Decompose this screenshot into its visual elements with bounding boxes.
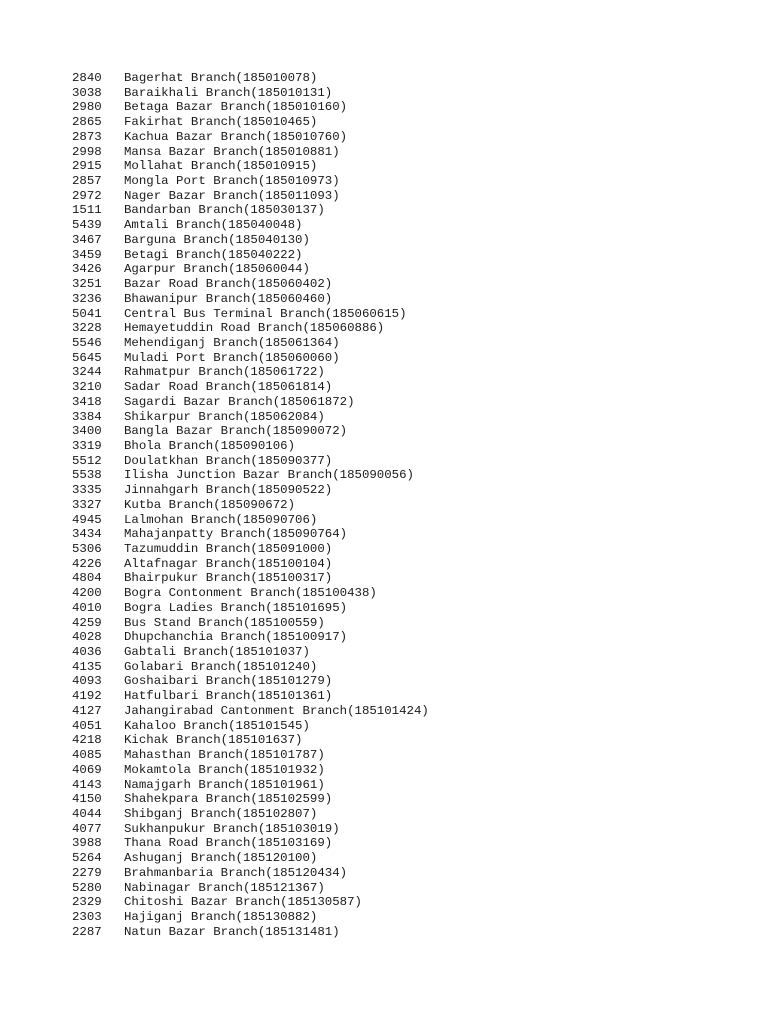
branch-name: Bhola Branch(185090106): [124, 438, 296, 453]
branch-row: [72, 395, 429, 410]
branch-number: 4945: [72, 512, 102, 527]
branch-row: [72, 616, 429, 631]
branch-name: Hajiganj Branch(185130882): [124, 909, 318, 924]
branch-row: [72, 513, 429, 528]
branch-name: Chitoshi Bazar Branch(185130587): [124, 895, 362, 910]
branch-number: 4051: [72, 718, 102, 733]
branch-row: [72, 660, 429, 675]
branch-name: Thana Road Branch(185103169): [124, 836, 333, 851]
branch-row: [72, 822, 429, 837]
branch-row: [72, 174, 429, 189]
branch-row: [72, 645, 429, 660]
branch-number: 4218: [72, 733, 102, 748]
branch-number: 2865: [72, 115, 102, 130]
branch-row: [72, 380, 429, 395]
branch-row: [72, 424, 429, 439]
branch-row: [72, 130, 429, 145]
branch-name: Gabtali Branch(185101037): [124, 645, 310, 660]
branch-name: Mehendiganj Branch(185061364): [124, 335, 340, 350]
branch-number: 4150: [72, 792, 102, 807]
branch-row: [72, 233, 429, 248]
branch-number: 2279: [72, 865, 102, 880]
branch-name: Kichak Branch(185101637): [124, 733, 303, 748]
branch-number: 4192: [72, 689, 102, 704]
branch-list: [72, 71, 429, 939]
branch-row: [72, 910, 429, 925]
branch-row: [72, 674, 429, 689]
branch-name: Rahmatpur Branch(185061722): [124, 365, 325, 380]
branch-number: 4143: [72, 777, 102, 792]
branch-name: Betagi Branch(185040222): [124, 247, 303, 262]
branch-row: [72, 895, 429, 910]
branch-row: [72, 262, 429, 277]
branch-number: 4200: [72, 586, 102, 601]
branch-row: [72, 292, 429, 307]
branch-row: [72, 836, 429, 851]
branch-number: 2329: [72, 895, 102, 910]
branch-number: 3426: [72, 262, 102, 277]
branch-row: [72, 925, 429, 940]
branch-name: Kachua Bazar Branch(185010760): [124, 129, 348, 144]
branch-name: Jahangirabad Cantonment Branch(185101424): [124, 703, 429, 718]
branch-row: [72, 851, 429, 866]
branch-row: [72, 792, 429, 807]
branch-name: Mahajanpatty Branch(185090764): [124, 527, 348, 542]
branch-row: [72, 719, 429, 734]
branch-row: [72, 704, 429, 719]
branch-number: 3434: [72, 527, 102, 542]
branch-number: 4085: [72, 748, 102, 763]
branch-row: [72, 498, 429, 513]
branch-name: Jinnahgarh Branch(185090522): [124, 483, 333, 498]
branch-name: Mongla Port Branch(185010973): [124, 174, 340, 189]
branch-number: 4135: [72, 659, 102, 674]
branch-number: 5439: [72, 218, 102, 233]
branch-name: Natun Bazar Branch(185131481): [124, 924, 340, 939]
branch-row: [72, 439, 429, 454]
branch-row: [72, 159, 429, 174]
branch-name: Bangla Bazar Branch(185090072): [124, 424, 348, 439]
branch-number: 5538: [72, 468, 102, 483]
branch-row: [72, 881, 429, 896]
branch-row: [72, 115, 429, 130]
branch-name: Agarpur Branch(185060044): [124, 262, 310, 277]
branch-name: Bagerhat Branch(185010078): [124, 71, 318, 85]
branch-row: [72, 468, 429, 483]
branch-row: [72, 571, 429, 586]
branch-name: Kahaloo Branch(185101545): [124, 718, 310, 733]
branch-row: [72, 189, 429, 204]
branch-name: Muladi Port Branch(185060060): [124, 350, 340, 365]
branch-number: 4069: [72, 762, 102, 777]
branch-row: [72, 689, 429, 704]
branch-row: [72, 71, 429, 86]
branch-number: 4804: [72, 571, 102, 586]
branch-name: Kutba Branch(185090672): [124, 497, 296, 512]
branch-number: 5546: [72, 335, 102, 350]
branch-row: [72, 351, 429, 366]
branch-number: 3228: [72, 321, 102, 336]
branch-row: [72, 586, 429, 601]
branch-number: 5512: [72, 453, 102, 468]
branch-name: Lalmohan Branch(185090706): [124, 512, 318, 527]
branch-name: Sukhanpukur Branch(185103019): [124, 821, 340, 836]
branch-number: 3459: [72, 247, 102, 262]
branch-number: 5041: [72, 306, 102, 321]
branch-number: 4127: [72, 703, 102, 718]
branch-number: 3038: [72, 85, 102, 100]
branch-row: [72, 542, 429, 557]
branch-row: [72, 866, 429, 881]
branch-number: 3400: [72, 424, 102, 439]
branch-number: 5645: [72, 350, 102, 365]
branch-name: Mansa Bazar Branch(185010881): [124, 144, 340, 159]
branch-row: [72, 307, 429, 322]
branch-name: Bandarban Branch(185030137): [124, 203, 325, 218]
branch-number: 2303: [72, 909, 102, 924]
branch-number: 4044: [72, 806, 102, 821]
branch-name: Shahekpara Branch(185102599): [124, 792, 333, 807]
branch-number: 4077: [72, 821, 102, 836]
branch-name: Bogra Contonment Branch(185100438): [124, 586, 377, 601]
branch-row: [72, 527, 429, 542]
branch-row: [72, 365, 429, 380]
branch-number: 4036: [72, 645, 102, 660]
branch-number: 5264: [72, 851, 102, 866]
branch-name: Tazumuddin Branch(185091000): [124, 542, 333, 556]
branch-name: Nager Bazar Branch(185011093): [124, 188, 340, 203]
branch-row: [72, 248, 429, 263]
branch-name: Bogra Ladies Branch(185101695): [124, 600, 348, 615]
branch-name: Mollahat Branch(185010915): [124, 159, 318, 174]
branch-number: 3327: [72, 497, 102, 512]
branch-name: Bazar Road Branch(185060402): [124, 277, 333, 292]
branch-number: 4028: [72, 630, 102, 645]
branch-number: 2980: [72, 100, 102, 115]
branch-row: [72, 203, 429, 218]
branch-row: [72, 763, 429, 778]
branch-row: [72, 778, 429, 793]
branch-name: Shibganj Branch(185102807): [124, 806, 318, 821]
branch-row: [72, 100, 429, 115]
branch-number: 4226: [72, 556, 102, 571]
branch-name: Mahasthan Branch(185101787): [124, 748, 325, 763]
branch-number: 2857: [72, 174, 102, 189]
branch-name: Nabinagar Branch(185121367): [124, 880, 325, 895]
branch-name: Barguna Branch(185040130): [124, 232, 310, 247]
branch-name: Ashuganj Branch(185120100): [124, 851, 318, 866]
branch-number: 4093: [72, 674, 102, 689]
branch-number: 3236: [72, 291, 102, 306]
branch-name: Amtali Branch(185040048): [124, 218, 303, 233]
branch-row: [72, 630, 429, 645]
branch-number: 5306: [72, 542, 102, 556]
branch-number: 3418: [72, 394, 102, 409]
branch-number: 2287: [72, 924, 102, 939]
branch-name: Hemayetuddin Road Branch(185060886): [124, 321, 385, 336]
branch-name: Golabari Branch(185101240): [124, 659, 318, 674]
branch-name: Altafnagar Branch(185100104): [124, 556, 333, 571]
branch-name: Goshaibari Branch(185101279): [124, 674, 333, 689]
branch-row: [72, 748, 429, 763]
branch-number: 2915: [72, 159, 102, 174]
branch-row: [72, 86, 429, 101]
branch-row: [72, 733, 429, 748]
branch-number: 2998: [72, 144, 102, 159]
branch-number: 3244: [72, 365, 102, 380]
branch-number: 3384: [72, 409, 102, 424]
branch-name: Hatfulbari Branch(185101361): [124, 689, 333, 704]
branch-number: 3251: [72, 277, 102, 292]
branch-name: Baraikhali Branch(185010131): [124, 85, 333, 100]
branch-row: [72, 321, 429, 336]
branch-name: Dhupchanchia Branch(185100917): [124, 630, 348, 645]
branch-name: Central Bus Terminal Branch(185060615): [124, 306, 407, 321]
branch-name: Sagardi Bazar Branch(185061872): [124, 394, 355, 409]
branch-number: 4010: [72, 600, 102, 615]
branch-number: 3319: [72, 438, 102, 453]
branch-number: 3210: [72, 380, 102, 395]
branch-name: Sadar Road Branch(185061814): [124, 380, 333, 395]
branch-name: Fakirhat Branch(185010465): [124, 115, 318, 130]
branch-name: Bhawanipur Branch(185060460): [124, 291, 333, 306]
branch-row: [72, 145, 429, 160]
branch-row: [72, 454, 429, 469]
branch-number: 5280: [72, 880, 102, 895]
branch-name: Shikarpur Branch(185062084): [124, 409, 325, 424]
branch-row: [72, 483, 429, 498]
branch-name: Bhairpukur Branch(185100317): [124, 571, 333, 586]
branch-number: 4259: [72, 615, 102, 630]
branch-row: [72, 807, 429, 822]
branch-row: [72, 410, 429, 425]
branch-name: Mokamtola Branch(185101932): [124, 762, 325, 777]
branch-name: Namajgarh Branch(185101961): [124, 777, 325, 792]
branch-number: 2972: [72, 188, 102, 203]
branch-number: 2873: [72, 129, 102, 144]
branch-name: Doulatkhan Branch(185090377): [124, 453, 333, 468]
branch-name: Brahmanbaria Branch(185120434): [124, 865, 348, 880]
branch-number: 3467: [72, 232, 102, 247]
branch-number: 3335: [72, 483, 102, 498]
branch-row: [72, 336, 429, 351]
branch-row: [72, 277, 429, 292]
branch-row: [72, 601, 429, 616]
branch-name: Ilisha Junction Bazar Branch(185090056): [124, 468, 414, 483]
branch-number: 1511: [72, 203, 102, 218]
branch-name: Betaga Bazar Branch(185010160): [124, 100, 348, 115]
branch-number: 2840: [72, 71, 102, 85]
branch-number: 3988: [72, 836, 102, 851]
branch-row: [72, 218, 429, 233]
branch-row: [72, 557, 429, 572]
branch-name: Bus Stand Branch(185100559): [124, 615, 325, 630]
